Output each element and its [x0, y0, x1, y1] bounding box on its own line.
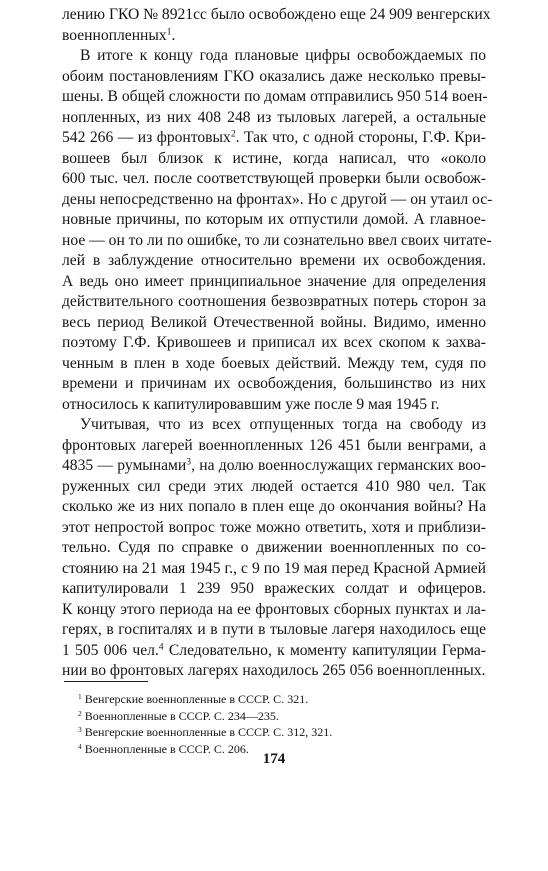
text-line — [62, 477, 486, 497]
text-line-main: вошеев был близок к истине, когда написал, что «около — [62, 149, 486, 167]
text-line-main: новные причины, по которым их отпустили домой. А главное- — [62, 211, 486, 228]
text-line-main: К концу этого периода на ее фронтовых сборных пунктах и ла- — [62, 600, 486, 618]
text-line — [62, 600, 486, 620]
text-line — [62, 456, 486, 476]
text-line — [62, 169, 486, 189]
text-line — [80, 46, 486, 66]
text-line-main: 1 505 006 чел. — [62, 641, 159, 659]
footnote-divider — [64, 681, 148, 682]
footnote-ref: 1 — [166, 26, 172, 38]
text-line — [62, 559, 486, 579]
text-line-main: 542 266 — из фронтовых — [62, 129, 231, 146]
text-line — [62, 436, 486, 456]
text-line — [62, 128, 486, 148]
text-line — [62, 333, 486, 353]
text-line — [62, 5, 491, 25]
text-line-main: ченным в плен в ходе боевых действий. Между тем, судя по — [62, 354, 486, 372]
text-line — [80, 415, 486, 435]
text-line-main: 4835 — румынами — [62, 457, 187, 474]
text-line-main: нопленных, из них 408 248 из тыловых лагерей, а остальные — [62, 108, 486, 126]
text-line — [62, 210, 486, 230]
text-line-main: весь период Великой Отечественной войны. Видимо, именно — [62, 313, 486, 331]
text-line — [62, 497, 486, 517]
text-line — [62, 395, 486, 415]
text-line-main: В итоге к концу года плановые цифры освобождаемых по — [80, 47, 486, 64]
text-line — [62, 354, 486, 374]
footnote-text: Венгерские военнопленные в СССР. С. 321. — [81, 692, 309, 706]
text-line — [62, 190, 493, 210]
text-line-tail: , на долю военнослужащих германских воо- — [191, 457, 486, 474]
text-line — [62, 231, 492, 251]
text-line-main: военнопленных — [62, 26, 167, 44]
text-line — [62, 149, 486, 169]
text-line-tail: . Так что, с одной стороны, Г.Ф. Кри- — [235, 129, 486, 146]
text-line — [62, 292, 486, 312]
text-line-tail: . — [171, 26, 176, 44]
text-line-main: относилось к капитулировавшим уже после 9 мая 1945 г. — [62, 395, 440, 413]
footnote — [78, 725, 332, 739]
text-line — [62, 579, 486, 599]
text-line-main: поэтому Г.Ф. Кривошеев и приписал их всех скопом к захва- — [62, 334, 486, 351]
text-line-main: руженных сил среди этих людей остается 410 980 чел. Так — [62, 477, 486, 495]
footnote-ref: 2 — [230, 128, 236, 140]
text-line-main: действительного соотношения безвозвратных потерь сторон за — [62, 293, 486, 310]
text-line-main: Учитывая, что из всех отпущенных тогда на свободу из — [80, 416, 486, 433]
text-line — [62, 26, 486, 46]
footnote — [78, 709, 279, 723]
text-line — [62, 108, 486, 128]
text-line — [62, 538, 486, 558]
text-line-main: капитулировали 1 239 950 вражеских солдат и офицеров. — [62, 580, 486, 597]
text-line — [62, 272, 486, 292]
text-line-main: шены. В общей сложности по домам отправились 950 514 воен- — [62, 88, 488, 105]
footnote-number: 3 — [78, 724, 82, 734]
text-line-main: дены непосредственно на фронтах». Но с другой — он утаил ос- — [62, 190, 493, 208]
text-line-main: сколько же из них попало в плен еще до окончания войны? На — [62, 498, 486, 515]
footnote-ref: 4 — [158, 641, 164, 653]
text-line — [62, 620, 486, 640]
page-number: 174 — [262, 751, 286, 767]
text-line-main: фронтовых лагерей военнопленных 126 451 были венграми, а — [62, 436, 486, 454]
footnote-ref: 3 — [186, 456, 192, 468]
text-line-main: лей в заблуждение относительно времени их освобождения. — [62, 252, 486, 269]
text-line-main: стоянию на 21 мая 1945 г., с 9 по 19 мая перед Красной Армией — [62, 559, 486, 577]
text-line-main: обоим постановлениям ГКО оказались даже несколько превы- — [62, 67, 486, 85]
text-line-main: времени и причинам их освобождения, большинство из них — [62, 375, 486, 392]
text-line-main: герях, в госпиталях и в пути в тыловые лагеря находилось еще — [62, 621, 486, 638]
text-line-main: 600 тыс. чел. после соответствующей проверки были освобож- — [62, 170, 486, 187]
text-line-main: тельно. Судя по справке о движении военнопленных по со- — [62, 539, 486, 556]
text-line-main: нии во фронтовых лагерях находилось 265 056 военнопленных. — [62, 662, 486, 679]
text-line — [62, 641, 486, 661]
text-line — [62, 661, 486, 681]
footnote-number: 1 — [78, 691, 82, 701]
text-line — [62, 313, 486, 333]
footnote-number: 2 — [78, 708, 82, 718]
footnote — [78, 692, 308, 706]
text-line-main: А ведь оно имеет принципиальное значение для определения — [62, 272, 486, 290]
text-line — [62, 374, 486, 394]
text-line — [62, 87, 486, 107]
text-line — [62, 518, 486, 538]
footnote-number: 4 — [78, 741, 82, 751]
text-line-main: этот непростой вопрос тоже можно ответить, хотя и приблизи- — [62, 518, 486, 536]
footnote-text: Венгерские военнопленные в СССР. С. 312, 321. — [81, 725, 333, 739]
text-line — [62, 67, 486, 87]
text-line — [62, 251, 486, 271]
text-line-main: лению ГКО № 8921сс было освобождено еще 24 909 венгерских — [62, 6, 491, 23]
text-line-tail: Следовательно, к моменту капитуляции Герма- — [163, 641, 487, 659]
footnote-text: Военнопленные в СССР. С. 234—235. — [81, 708, 279, 723]
footnote-text: Военнопленные в СССР. С. 206. — [81, 741, 249, 756]
text-line-main: ное — он то ли по ошибке, то ли сознательно ввел своих читате- — [62, 231, 492, 249]
